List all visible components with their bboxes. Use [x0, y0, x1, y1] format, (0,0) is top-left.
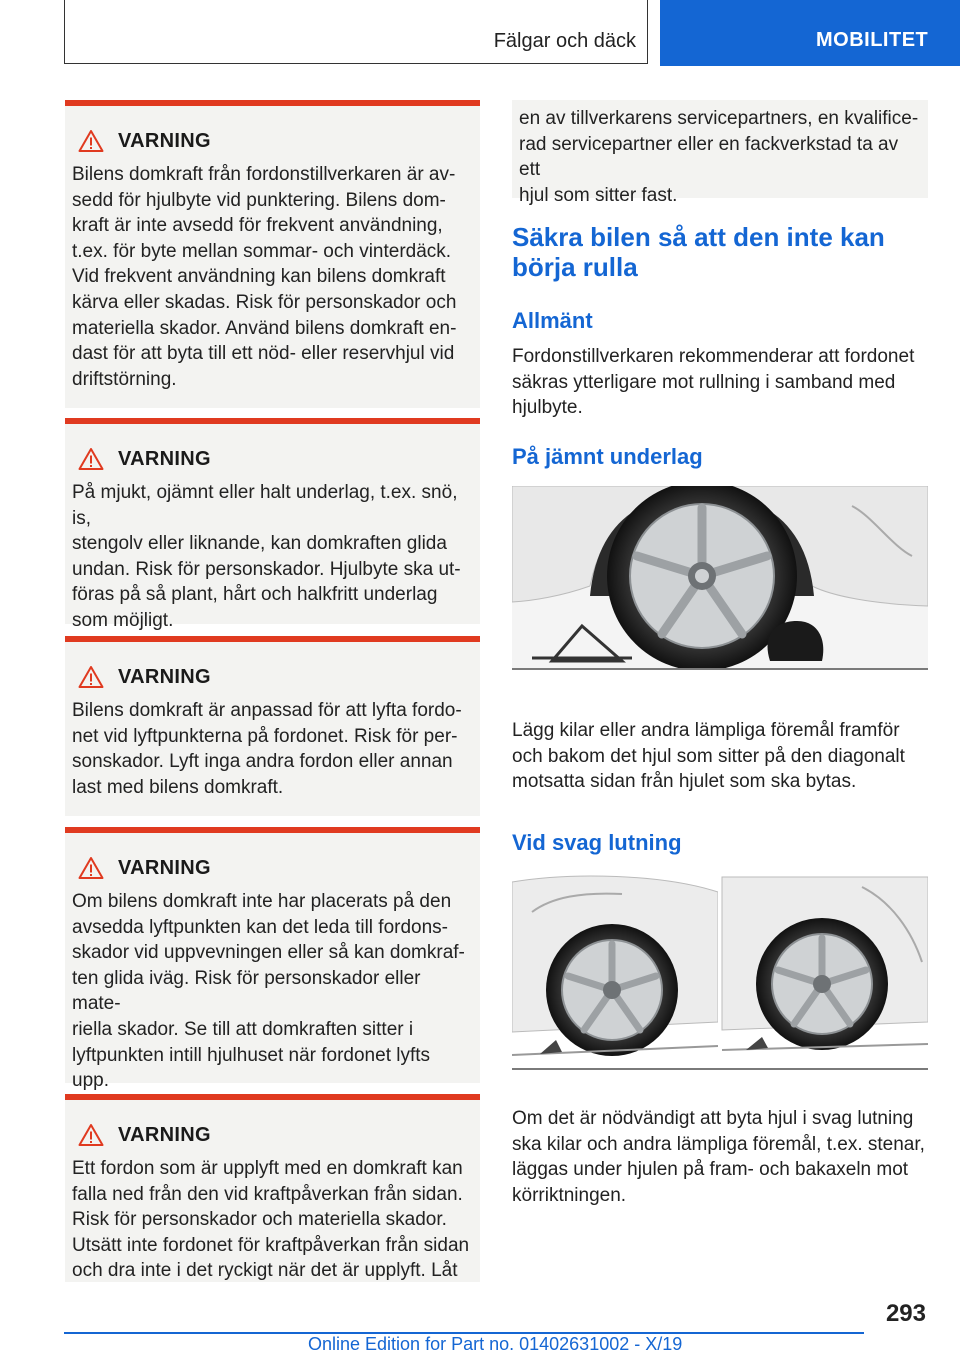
flat-ground-text: Lägg kilar eller andra lämpliga föremål framför och bakom det hjul som sitter på den diagonalt motsatta sidan från hjulet som ska bytas.	[512, 720, 905, 793]
section-title: Fälgar och däck	[493, 30, 636, 52]
warning-title: VARNING	[118, 665, 211, 688]
warning-text: På mjukt, ojämnt eller halt underlag, t.ex. snö, is, stengolv eller liknande, kan domkraften glida undan. Risk för personskador. Hjulbyte ska ut- föras på så plant, hårt och halkfritt underlag som möjligt.	[72, 482, 461, 631]
image-rule	[512, 1068, 928, 1070]
subheading-general: Allmänt	[512, 308, 593, 333]
general-text: Fordonstillverkaren rekommenderar att fordonet säkras ytterligare mot rullning i samband med hjulbyte.	[512, 346, 915, 419]
warning-triangle-icon	[78, 129, 104, 153]
warning-triangle-icon	[78, 447, 104, 471]
warning-text: Ett fordon som är upplyft med en domkraft kan falla ned från den vid kraftpåverkan från sidan. Risk för personskador och materiella skador. Utsätt inte fordonet för kraftpåverkan från sidan och dra inte i det ryckigt när det är upplyft. Låt	[72, 1158, 470, 1282]
slope-text: Om det är nödvändigt att byta hjul i svag lutning ska kilar och andra lämpliga föremål, t.ex. stenar, läggas under hjulen på fram- och bakaxeln mot körriktningen.	[512, 1108, 925, 1206]
car-wheel-image	[512, 486, 928, 668]
image-rule	[512, 668, 928, 670]
chapter-tab: MOBILITET	[660, 0, 960, 66]
warning-title: VARNING	[118, 447, 211, 470]
car-wheels-slope-image	[512, 872, 928, 1056]
warning-box-5	[65, 1094, 480, 1282]
subheading-flat-ground: På jämnt underlag	[512, 444, 703, 469]
warning-box-3	[65, 636, 480, 816]
subheading-slope: Vid svag lutning	[512, 830, 682, 855]
warning-text: Om bilens domkraft inte har placerats på den avsedda lyftpunkten kan det leda till fordons- skador vid uppvevningen eller så kan domkraf- ten glida iväg. Risk för personskador eller mate- riella skador. Se till att domkraften sitter i lyftpunkten intill hjulhuset när fordonet lyfts upp.	[72, 891, 465, 1092]
warning-triangle-icon	[78, 665, 104, 689]
warning-text: Bilens domkraft är anpassad för att lyfta fordo- net vid lyftpunkterna på fordonet. Risk för per- sonskador. Lyft inga andra fordon eller annan last med bilens domkraft.	[72, 700, 462, 798]
page-number: 293	[885, 1300, 926, 1327]
warning-title: VARNING	[118, 1123, 211, 1146]
footer-edition: Online Edition for Part no. 01402631002 - X/19	[308, 1334, 683, 1354]
warning-triangle-icon	[78, 1123, 104, 1147]
warning-continuation: en av tillverkarens servicepartners, en kvalifice- rad servicepartner eller en fackverkstad ta av ett hjul som sitter fast.	[512, 100, 928, 198]
warning-text: Bilens domkraft från fordonstillverkaren är av- sedd för hjulbyte vid punktering. Bilens dom- kraft är inte avsedd för frekvent användning, t.ex. för byte mellan sommar- och vinterdäck. Vid frekvent användning kan bilens domkraft kärva eller skadas. Risk för personskador och materiella skador. Använd bilens domkraft en- dast för att byta till ett nöd- eller reservhjul vid driftstörning.	[72, 164, 457, 390]
warning-title: VARNING	[118, 129, 211, 152]
section-heading: Säkra bilen så att den inte kan börja rulla	[512, 222, 885, 282]
warning-triangle-icon	[78, 856, 104, 880]
warning-box-4	[65, 827, 480, 1092]
warning-title: VARNING	[118, 856, 211, 879]
wheel-chock-illustration	[512, 486, 928, 668]
warning-box-2	[65, 418, 480, 631]
slope-chock-illustration	[512, 872, 928, 1056]
warning-box-1	[65, 100, 480, 408]
